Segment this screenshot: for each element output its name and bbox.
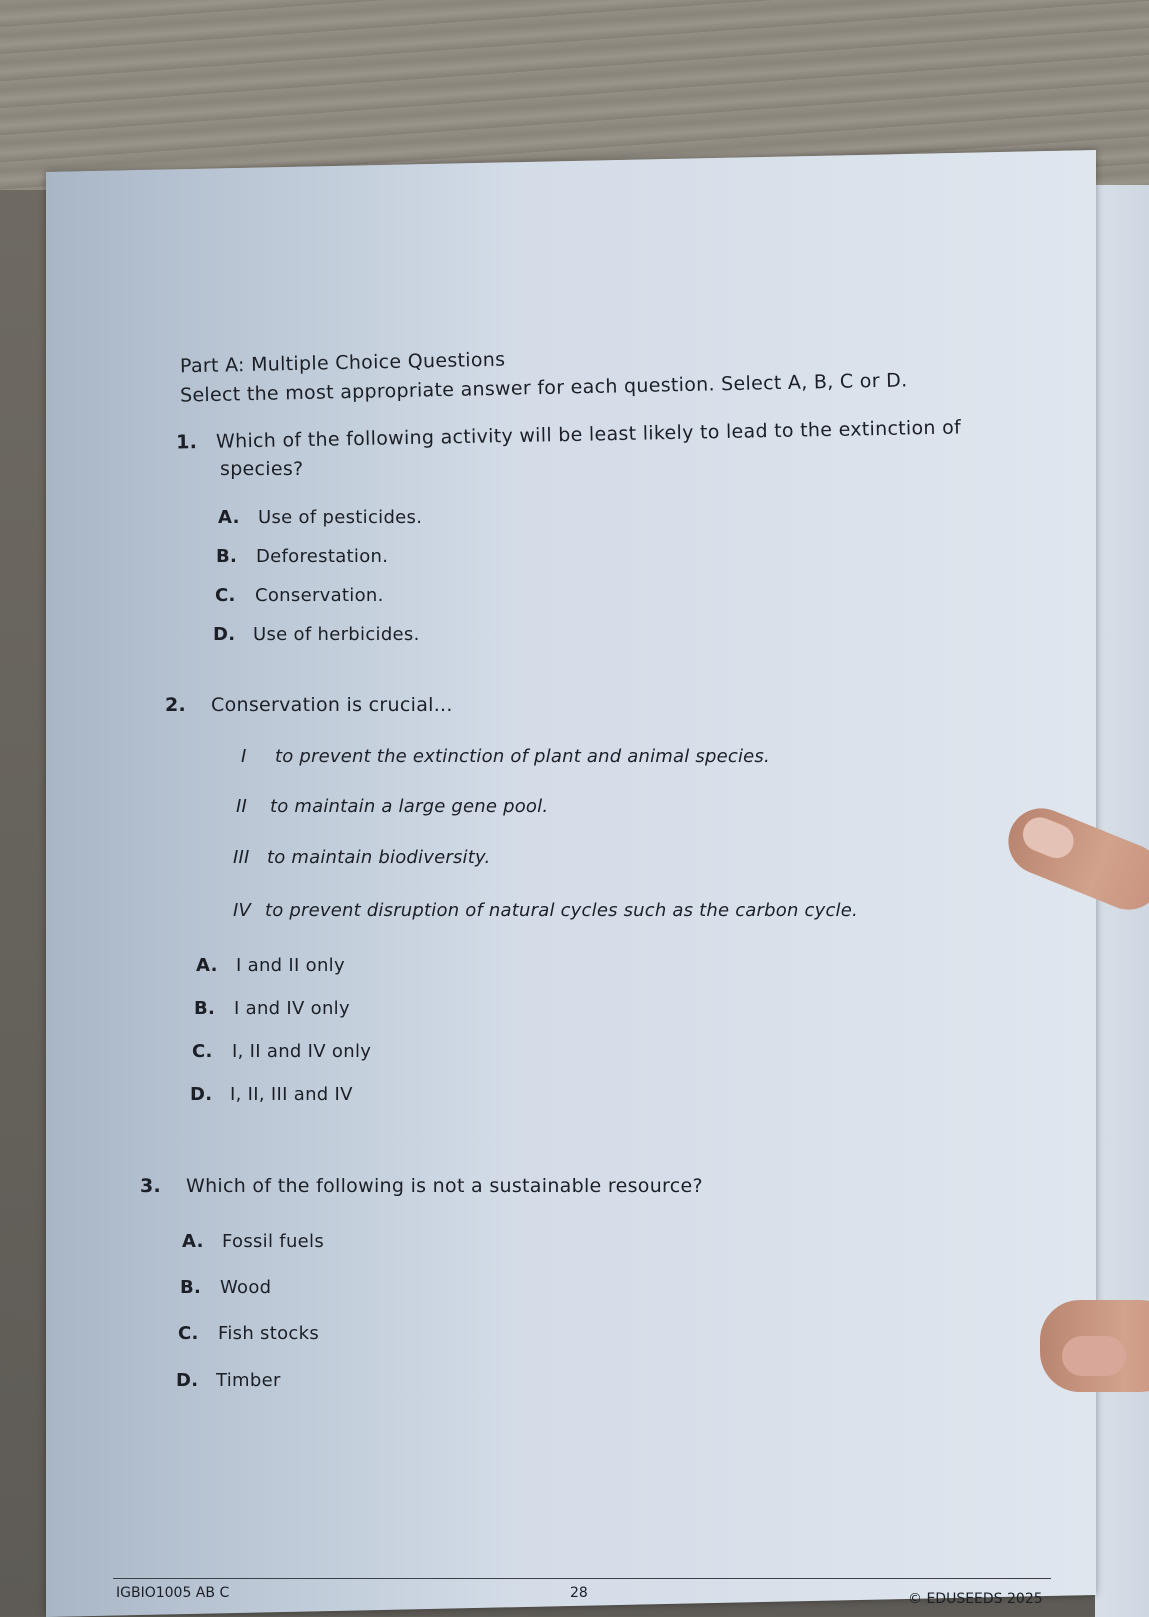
fingernail-upper: [1018, 812, 1079, 863]
option-text: Wood: [220, 1277, 272, 1298]
option-letter: C.: [215, 585, 236, 606]
statement-ii: [236, 796, 548, 817]
statement-text: to maintain biodiversity.: [267, 847, 491, 868]
footer-copyright: © EDUSEEDS 2025: [908, 1591, 1043, 1607]
statement-text: to maintain a large gene pool.: [270, 796, 549, 817]
option-d: [213, 624, 420, 645]
part-title: Part A: Multiple Choice Questions: [179, 348, 506, 378]
option-letter: A.: [196, 955, 218, 976]
option-letter: D.: [176, 1370, 199, 1391]
option-text: Fossil fuels: [222, 1231, 325, 1252]
option-letter: A.: [182, 1231, 204, 1252]
instructions: Select the most appropriate answer for each question. Select A, B, C or D.: [179, 369, 908, 407]
option-a: [182, 1231, 324, 1252]
question-2: [165, 694, 453, 716]
finger-lower: [1040, 1300, 1149, 1392]
statement-numeral: II: [236, 796, 248, 817]
question-text: Conservation is crucial...: [211, 694, 453, 716]
fingernail-lower: [1062, 1336, 1126, 1376]
statement-iv: [233, 900, 858, 921]
option-text: I and IV only: [234, 998, 350, 1019]
option-letter: B.: [194, 998, 216, 1019]
option-a: [196, 955, 345, 976]
option-text: Timber: [216, 1370, 281, 1391]
option-c: [178, 1323, 319, 1344]
question-number: 2.: [165, 694, 187, 716]
option-text: Use of pesticides.: [258, 507, 423, 528]
option-b: [194, 998, 350, 1019]
option-d: [190, 1084, 353, 1105]
statement-text: to prevent the extinction of plant and animal species.: [275, 746, 770, 767]
footer-rule: [113, 1578, 1051, 1579]
question-text: Which of the following activity will be least likely to lead to the extinction of: [215, 416, 962, 453]
option-letter: B.: [180, 1277, 202, 1298]
statement-text: to prevent disruption of natural cycles such as the carbon cycle.: [265, 900, 858, 921]
option-text: I, II and IV only: [232, 1041, 372, 1062]
statement-numeral: III: [233, 847, 250, 868]
option-letter: D.: [190, 1084, 213, 1105]
option-text: I and II only: [236, 955, 345, 976]
question-number: 3.: [140, 1175, 162, 1197]
footer-code: IGBIO1005 AB C: [116, 1585, 230, 1601]
question-1-continuation: species?: [220, 458, 304, 480]
option-d: [176, 1370, 281, 1391]
option-c: [192, 1041, 371, 1062]
option-letter: A.: [218, 507, 240, 528]
option-letter: D.: [213, 624, 236, 645]
option-text: I, II, III and IV: [230, 1084, 353, 1105]
question-1: [176, 416, 961, 453]
option-text: Use of herbicides.: [253, 624, 420, 645]
option-b: [216, 546, 388, 567]
statement-numeral: IV: [233, 900, 252, 921]
question-text: Which of the following is not a sustainable resource?: [186, 1175, 703, 1197]
option-letter: C.: [178, 1323, 199, 1344]
option-c: [215, 585, 384, 606]
statement-i: [241, 746, 770, 767]
option-letter: C.: [192, 1041, 213, 1062]
statement-numeral: I: [241, 746, 247, 767]
page-number: 28: [570, 1585, 588, 1601]
option-a: [218, 507, 422, 528]
question-number: 1.: [175, 431, 198, 454]
option-text: Deforestation.: [256, 546, 389, 567]
question-3: [140, 1175, 703, 1197]
option-text: Fish stocks: [218, 1323, 319, 1344]
option-text: Conservation.: [255, 585, 384, 606]
option-letter: B.: [216, 546, 238, 567]
option-b: [180, 1277, 271, 1298]
statement-iii: [233, 847, 490, 868]
